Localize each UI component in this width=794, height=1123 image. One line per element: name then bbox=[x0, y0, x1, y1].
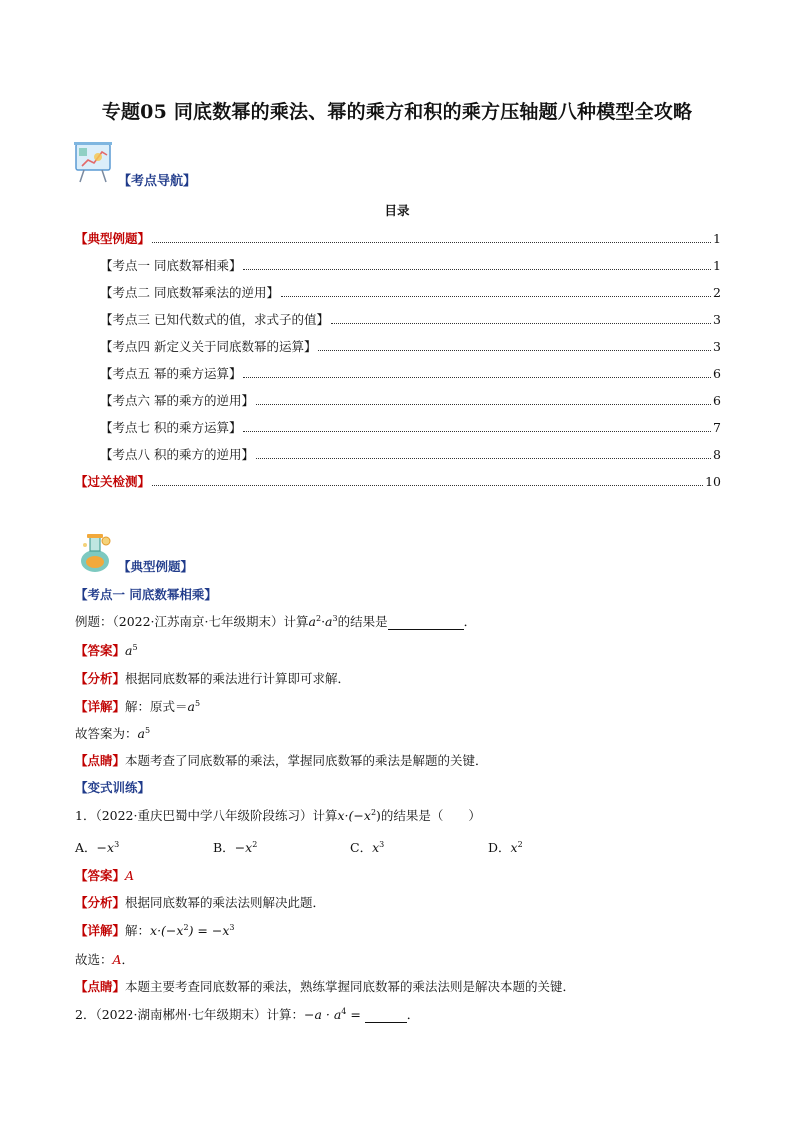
toc-row-label: 【考点七 积的乘方运算】 bbox=[100, 420, 242, 435]
example-final: 故答案为：$a^5$ bbox=[75, 725, 151, 741]
toc-row-label: 【考点五 幂的乘方运算】 bbox=[100, 366, 242, 381]
answer-blank bbox=[365, 1007, 407, 1023]
knowledge-point-heading: 【考点一 同底数幂相乘】 bbox=[75, 587, 217, 602]
toc-row[interactable] bbox=[100, 310, 721, 328]
toc-row-page: 1 bbox=[713, 231, 721, 246]
question-1-answer: 【答案】A bbox=[75, 868, 135, 883]
page-title: 专题05 同底数幂的乘法、幂的乘方和积的乘方压轴题八种模型全攻略 bbox=[101, 101, 693, 123]
question-1-final: 故选：A． bbox=[75, 952, 135, 967]
example-comment: 【点睛】本题考查了同底数幂的乘法，掌握同底数幂的乘法是解题的关键． bbox=[75, 753, 488, 768]
toc-row-label: 【典型例题】 bbox=[75, 231, 151, 246]
flask-icon bbox=[73, 531, 117, 575]
question-2: 2．（2022·湖南郴州·七年级期末）计算：$-a \cdot a^4$ = ． bbox=[75, 1006, 420, 1022]
example-detail: 【详解】解：原式$=a^5$ bbox=[75, 698, 201, 714]
example-answer: 【答案】$a^5$ bbox=[75, 642, 138, 658]
example-question: 例题：（2022·江苏南京·七年级期末）计算$a^2\cdot a^3$的结果是 ． bbox=[75, 613, 477, 629]
toc-row[interactable] bbox=[100, 283, 721, 301]
option-d[interactable]: D．$x^2$ bbox=[488, 839, 523, 855]
example-analysis: 【分析】根据同底数幂的乘法进行计算即可求解． bbox=[75, 671, 351, 686]
toc-row-page: 6 bbox=[713, 366, 721, 381]
toc-row[interactable] bbox=[100, 445, 721, 463]
toc-row[interactable] bbox=[100, 256, 721, 274]
toc-row[interactable] bbox=[100, 391, 721, 409]
question-1-analysis: 【分析】根据同底数幂的乘法法则解决此题． bbox=[75, 895, 326, 910]
toc-row[interactable] bbox=[75, 472, 721, 490]
toc-row-label: 【考点四 新定义关于同底数幂的运算】 bbox=[100, 339, 317, 354]
toc-row-page: 7 bbox=[713, 420, 721, 435]
nav-section-label: 【考点导航】 bbox=[118, 174, 197, 189]
toc-row-page: 10 bbox=[705, 474, 721, 489]
toc-title: 目录 bbox=[384, 203, 410, 218]
toc-row-label: 【考点八 积的乘方的逆用】 bbox=[100, 447, 254, 462]
toc-row-label: 【考点三 已知代数式的值，求式子的值】 bbox=[100, 312, 329, 327]
toc-row-page: 2 bbox=[713, 285, 721, 300]
option-a[interactable]: A．$-x^3$ bbox=[75, 839, 120, 855]
toc-row[interactable] bbox=[75, 229, 721, 247]
section-label: 【典型例题】 bbox=[118, 559, 194, 574]
variant-training-heading: 【变式训练】 bbox=[75, 780, 151, 795]
question-1: 1．（2022·重庆巴蜀中学八年级阶段练习）计算$x\cdot(-x^2)$的结果是（ ） bbox=[75, 807, 481, 823]
toc-row-label: 【考点二 同底数幂乘法的逆用】 bbox=[100, 285, 279, 300]
toc-row[interactable] bbox=[100, 418, 721, 436]
toc-row-page: 6 bbox=[713, 393, 721, 408]
toc-row-page: 1 bbox=[713, 258, 721, 273]
toc-row[interactable] bbox=[100, 337, 721, 355]
answer-blank bbox=[388, 614, 464, 630]
presentation-board-icon bbox=[74, 140, 118, 184]
option-c[interactable]: C．$x^3$ bbox=[350, 839, 385, 855]
toc-row-label: 【考点六 幂的乘方的逆用】 bbox=[100, 393, 254, 408]
question-1-comment: 【点睛】本题主要考查同底数幂的乘法，熟练掌握同底数幂的乘法法则是解决本题的关键． bbox=[75, 979, 576, 994]
option-b[interactable]: B．$-x^2$ bbox=[213, 839, 258, 855]
toc-row-page: 3 bbox=[713, 312, 721, 327]
toc-row-label: 【过关检测】 bbox=[75, 474, 151, 489]
question-1-detail: 【详解】解：$x\cdot(-x^2) = -x^3$ bbox=[75, 922, 235, 938]
toc-row-page: 8 bbox=[713, 447, 721, 462]
toc-row-page: 3 bbox=[713, 339, 721, 354]
toc-row[interactable] bbox=[100, 364, 721, 382]
toc-row-label: 【考点一 同底数幂相乘】 bbox=[100, 258, 242, 273]
